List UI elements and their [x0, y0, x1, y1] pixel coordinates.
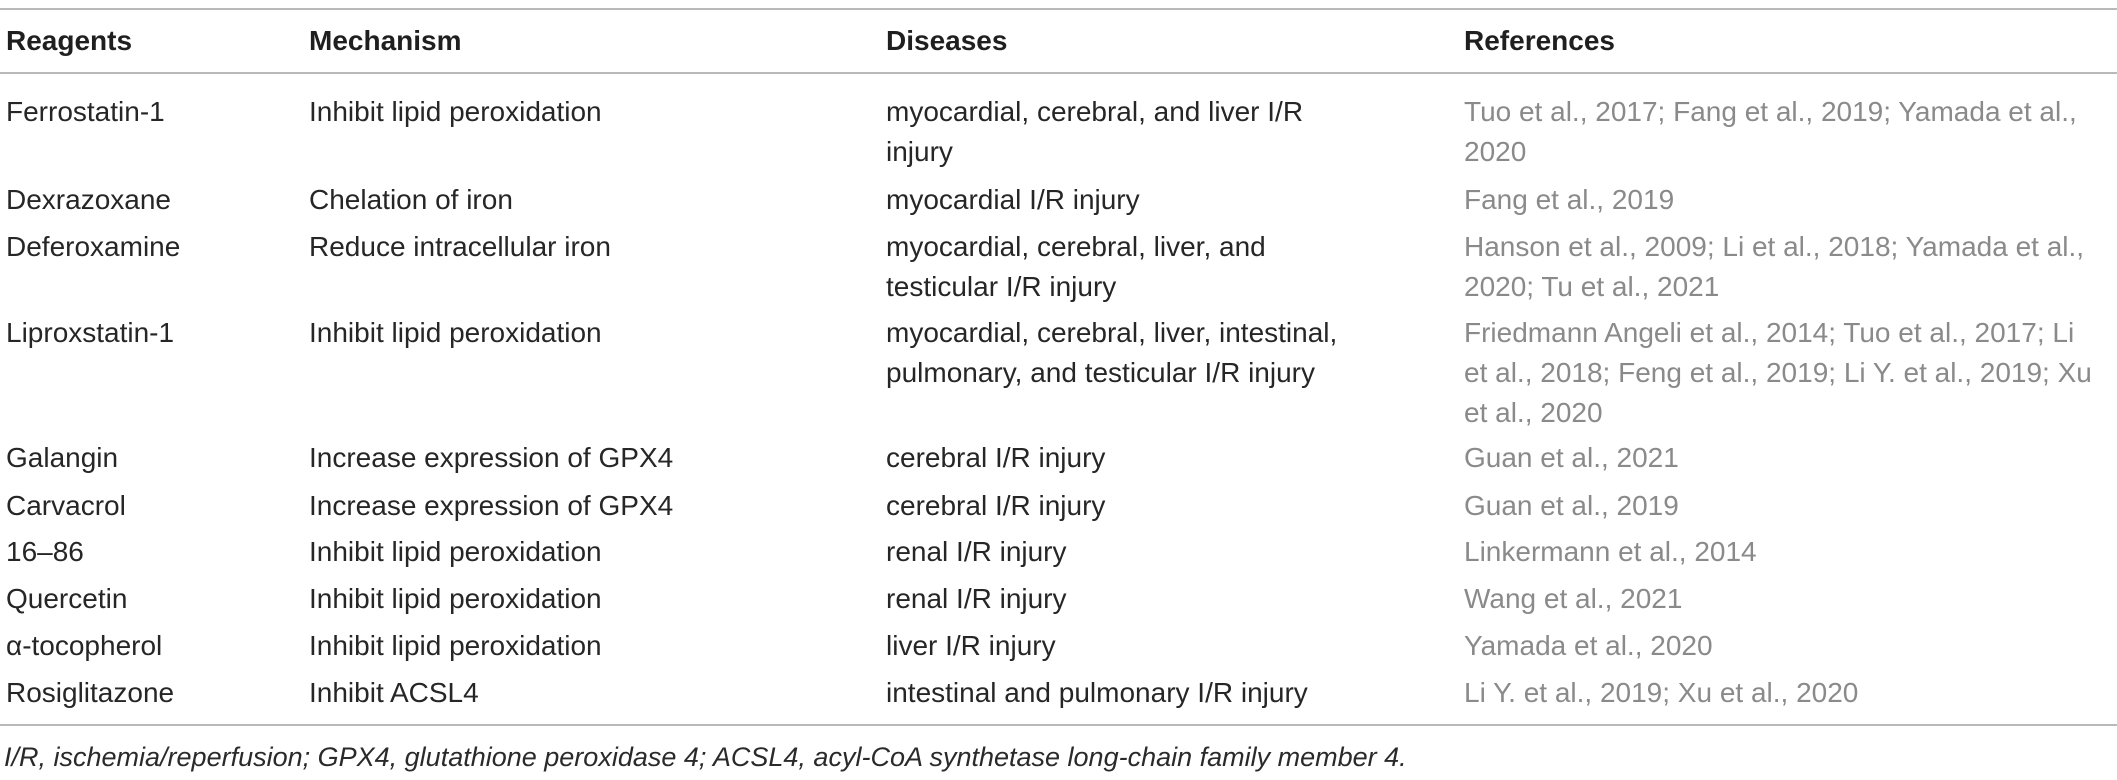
cell-reagent: Carvacrol [6, 490, 126, 521]
cell-mechanism: Inhibit ACSL4 [309, 677, 479, 708]
cell-references: Guan et al., 2019 [1464, 490, 1679, 521]
cell-mechanism: Inhibit lipid peroxidation [309, 317, 602, 348]
cell-reagent: Deferoxamine [6, 231, 181, 262]
cell-references: Tuo et al., 2017; Fang et al., 2019; Yamada et al., 2020 [1464, 96, 2077, 167]
cell-mechanism: Reduce intracellular iron [309, 231, 611, 262]
cell-diseases: cerebral I/R injury [886, 490, 1106, 521]
header-references: References [1464, 25, 1615, 56]
cell-references: Hanson et al., 2009; Li et al., 2018; Yamada et al., 2020; Tu et al., 2021 [1464, 231, 2085, 302]
cell-diseases: intestinal and pulmonary I/R injury [886, 677, 1308, 708]
cell-mechanism: Increase expression of GPX4 [309, 490, 674, 521]
cell-mechanism: Inhibit lipid peroxidation [309, 96, 602, 127]
cell-references: Wang et al., 2021 [1464, 583, 1683, 614]
cell-diseases: renal I/R injury [886, 583, 1067, 614]
table-footnote: I/R, ischemia/reperfusion; GPX4, glutathione peroxidase 4; ACSL4, acyl-CoA synthetase long-chain family member 4. [4, 742, 1407, 772]
cell-references: Linkermann et al., 2014 [1464, 536, 1757, 567]
cell-reagent: Ferrostatin-1 [6, 96, 165, 127]
cell-diseases: myocardial I/R injury [886, 184, 1140, 215]
cell-references: Fang et al., 2019 [1464, 184, 1675, 215]
cell-reagent: Dexrazoxane [6, 184, 171, 215]
cell-mechanism: Inhibit lipid peroxidation [309, 583, 602, 614]
cell-references: Li Y. et al., 2019; Xu et al., 2020 [1464, 677, 1859, 708]
header-rule [0, 72, 2117, 74]
table-bottom-rule [0, 724, 2117, 726]
cell-diseases: liver I/R injury [886, 630, 1056, 661]
cell-reagent: α-tocopherol [6, 630, 163, 661]
cell-mechanism: Inhibit lipid peroxidation [309, 630, 602, 661]
cell-mechanism: Increase expression of GPX4 [309, 442, 674, 473]
cell-reagent: Liproxstatin-1 [6, 317, 175, 348]
table-top-rule [0, 8, 2117, 10]
cell-references: Friedmann Angeli et al., 2014; Tuo et al., 2017; Li et al., 2018; Feng et al., 2019; Li Y. et al., 2019; Xu et al., 2020 [1464, 317, 2092, 428]
cell-reagent: Rosiglitazone [6, 677, 175, 708]
cell-diseases: myocardial, cerebral, liver, intestinal, pulmonary, and testicular I/R injury [886, 317, 1338, 388]
cell-mechanism: Inhibit lipid peroxidation [309, 536, 602, 567]
cell-reagent: Quercetin [6, 583, 128, 614]
cell-diseases: cerebral I/R injury [886, 442, 1106, 473]
header-reagents: Reagents [6, 25, 133, 56]
cell-reagent: 16–86 [6, 536, 84, 567]
cell-reagent: Galangin [6, 442, 119, 473]
cell-references: Guan et al., 2021 [1464, 442, 1679, 473]
cell-mechanism: Chelation of iron [309, 184, 513, 215]
cell-references: Yamada et al., 2020 [1464, 630, 1713, 661]
cell-diseases: myocardial, cerebral, liver, and testicular I/R injury [886, 231, 1266, 302]
cell-diseases: myocardial, cerebral, and liver I/R injury [886, 96, 1304, 167]
header-mechanism: Mechanism [309, 25, 462, 56]
header-diseases: Diseases [886, 25, 1008, 56]
cell-diseases: renal I/R injury [886, 536, 1067, 567]
